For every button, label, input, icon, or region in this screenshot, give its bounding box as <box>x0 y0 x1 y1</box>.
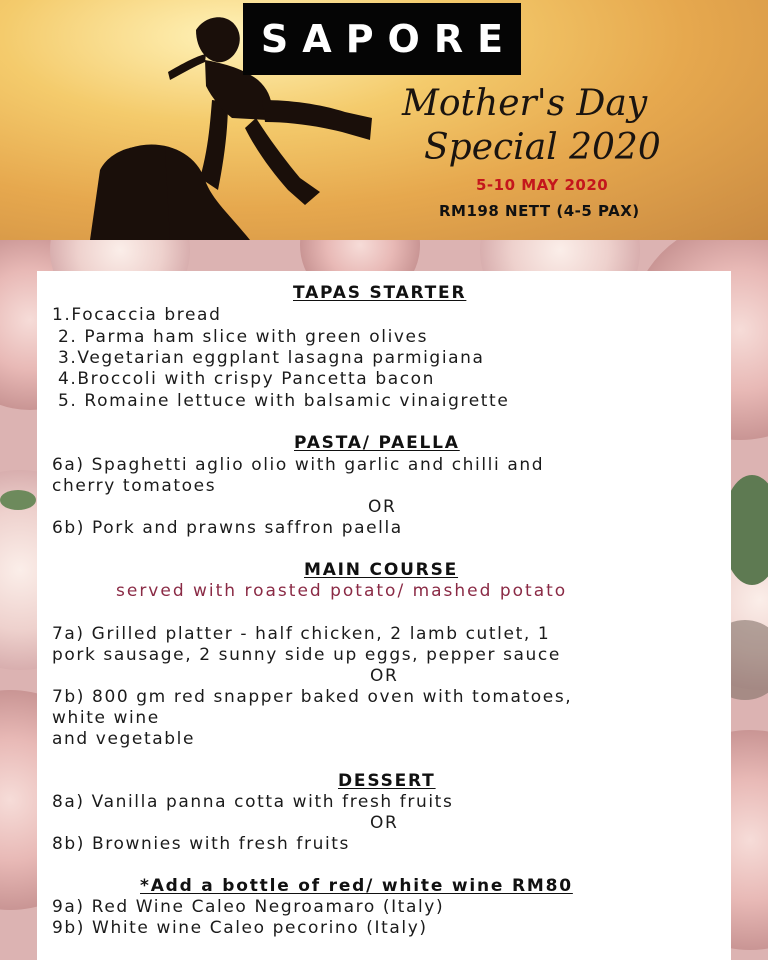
section-heading-dessert: DESSERT <box>338 771 436 791</box>
menu-item-2: 2. Parma ham slice with green olives <box>58 327 429 347</box>
or-divider-dessert: OR <box>370 813 399 833</box>
menu-item-7a-line1: 7a) Grilled platter - half chicken, 2 lamb cutlet, 1 <box>52 624 551 644</box>
menu-item-6b: 6b) Pork and prawns saffron paella <box>52 518 403 538</box>
menu-item-1: 1.Focaccia bread <box>52 305 222 325</box>
or-divider-pasta: OR <box>368 497 397 517</box>
menu-item-7b-line2: white wine <box>52 708 160 728</box>
menu-item-7a-line2: pork sausage, 2 sunny side up eggs, pepper sauce <box>52 645 561 665</box>
section-heading-tapas: TAPAS STARTER <box>293 283 467 303</box>
section-heading-wine: *Add a bottle of red/ white wine RM80 <box>140 876 573 896</box>
promo-dates: 5-10 MAY 2020 <box>476 176 609 194</box>
promo-title-line2: Special 2020 <box>424 127 661 168</box>
menu-item-4: 4.Broccoli with crispy Pancetta bacon <box>58 369 436 389</box>
menu-item-7b-line1: 7b) 800 gm red snapper baked oven with tomatoes, <box>52 687 573 707</box>
menu-item-8a: 8a) Vanilla panna cotta with fresh fruits <box>52 792 454 812</box>
menu-item-8b: 8b) Brownies with fresh fruits <box>52 834 351 854</box>
or-divider-main: OR <box>370 666 399 686</box>
menu-item-3: 3.Vegetarian eggplant lasagna parmigiana <box>58 348 485 368</box>
menu-item-6a-line1: 6a) Spaghetti aglio olio with garlic and chilli and <box>52 455 545 475</box>
promo-price: RM198 NETT (4-5 PAX) <box>439 202 640 220</box>
main-course-subtitle: served with roasted potato/ mashed potato <box>116 581 568 601</box>
menu-item-9b: 9b) White wine Caleo pecorino (Italy) <box>52 918 428 938</box>
menu-item-6a-line2: cherry tomatoes <box>52 476 217 496</box>
menu-item-7b-line3: and vegetable <box>52 729 196 749</box>
promo-title <box>402 82 702 170</box>
section-heading-pasta: PASTA/ PAELLA <box>294 433 460 453</box>
promo-title-line1: Mother's Day <box>402 83 648 124</box>
brand-name: SAPORE <box>260 17 518 61</box>
header-banner <box>0 0 768 240</box>
brand-logo-box <box>243 3 521 75</box>
section-heading-main: MAIN COURSE <box>304 560 459 580</box>
menu-item-9a: 9a) Red Wine Caleo Negroamaro (Italy) <box>52 897 445 917</box>
menu-item-5: 5. Romaine lettuce with balsamic vinaigrette <box>58 391 510 411</box>
